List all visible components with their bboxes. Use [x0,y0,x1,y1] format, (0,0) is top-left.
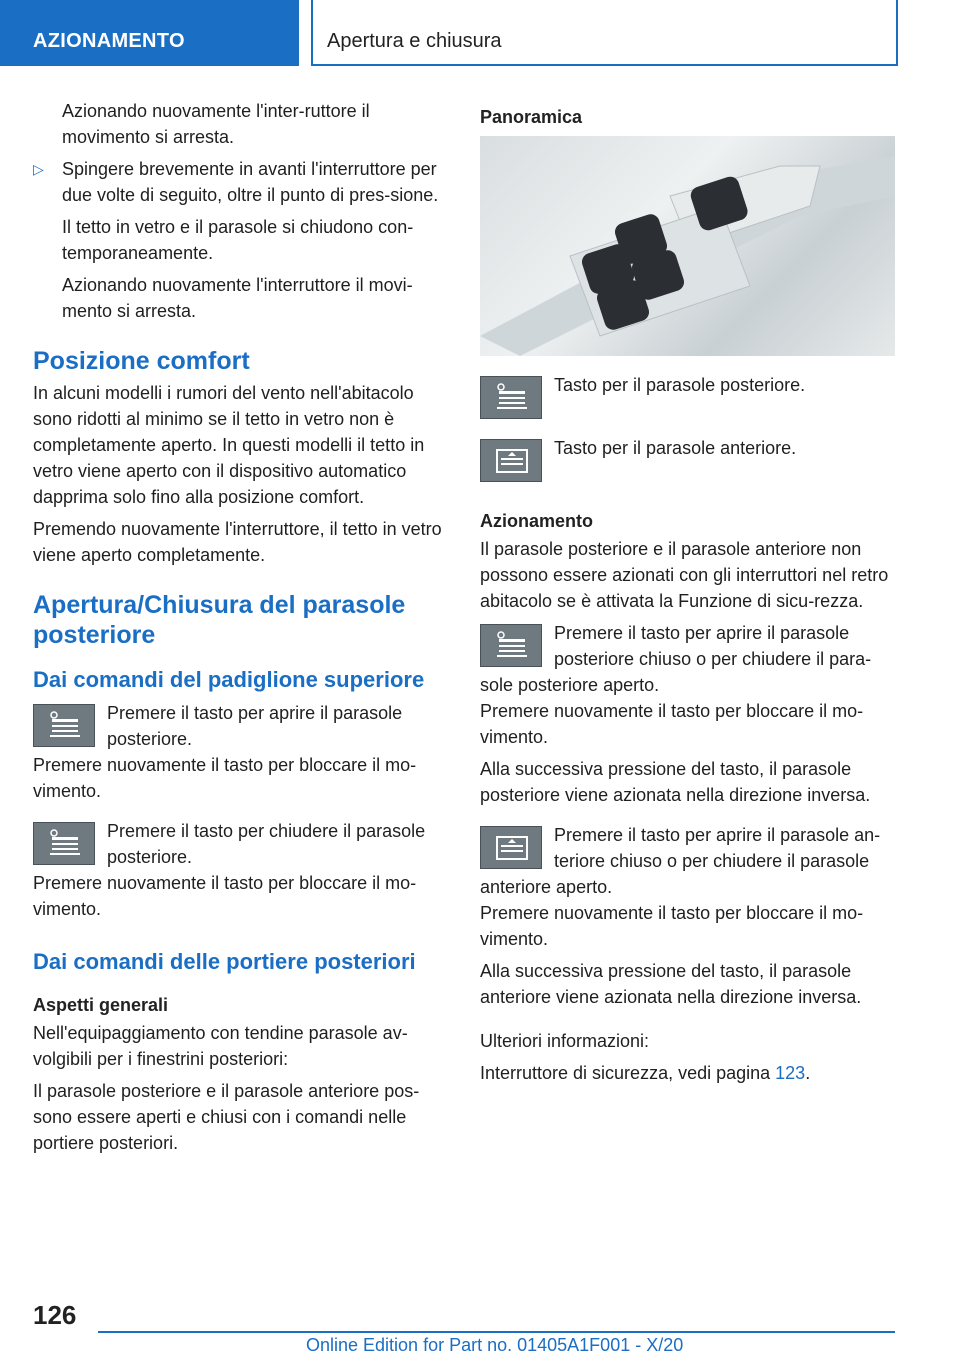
key-instruction [33,818,447,870]
page-number: 126 [33,1300,77,1330]
legend-text: Tasto per il parasole posteriore. [554,375,806,395]
header-chapter-tab [311,0,898,66]
rear-sunblind-key-icon [480,624,542,667]
paragraph: Nell'equipaggiamento con tendine parasole av-volgibili per i finestrini posteriori: [33,1023,408,1069]
header-chapter-label: Apertura e chiusura [327,30,502,52]
front-sunblind-key-icon [480,439,542,482]
paragraph: Alla successiva pressione del tasto, il parasole anteriore viene azionata nella direzione inversa. [480,961,862,1007]
key-instruction [480,620,895,698]
key-text: Premere il tasto per aprire il parasole posteriore. [107,703,403,749]
paragraph: Azionando nuovamente l'inter-ruttore il movimento si arresta. [62,101,370,147]
heading-apertura-chiusura: Apertura/Chiusura del parasole posteriore [33,591,406,649]
key-text: Premere il tasto per chiudere il parasole posteriore. [107,821,426,867]
header-section-tab [0,0,299,66]
heading-azionamento: Azionamento [480,511,594,531]
paragraph: In alcuni modelli i rumori del vento nell'abitacolo sono ridotti al minimo se il tetto in vetro non è completamente aperto. In questi modelli il tetto in vetro viene aperto con il dispositivo automatico dapprima solo fino alla posizione comfort. [33,383,425,507]
key-text: Premere il tasto per aprire il parasole posteriore chiuso o per chiudere il para-sole posteriore aperto. [480,623,872,695]
triangle-right-icon: ▷ [33,161,44,177]
paragraph: Premere nuovamente il tasto per bloccare il mo-vimento. [480,701,864,747]
paragraph: Il tetto in vetro e il parasole si chiudono con-temporaneamente. [62,217,414,263]
rear-sunblind-key-icon [33,822,95,865]
header-section-label: AZIONAMENTO [33,30,185,52]
paragraph: Ulteriori informazioni: [480,1031,650,1051]
paragraph: Alla successiva pressione del tasto, il parasole posteriore viene azionata nella direzione inversa. [480,759,871,805]
paragraph: Premendo nuovamente l'interruttore, il tetto in vetro viene aperto completamente. [33,519,442,565]
heading-posizione-comfort: Posizione comfort [33,347,250,375]
reference-end: . [805,1063,811,1083]
paragraph: Il parasole posteriore e il parasole anteriore non possono essere azionati con gli interruttori nel retro abitacolo se è attivata la Funzione di sicu-rezza. [480,539,889,611]
bullet-item [33,156,447,208]
front-sunblind-key-icon [480,826,542,869]
reference-text: Interruttore di sicurezza, vedi pagina [480,1063,776,1083]
rear-sunblind-key-icon [480,376,542,419]
key-text: Premere il tasto per aprire il parasole an-teriore chiuso o per chiudere il parasole anteriore aperto. [480,825,881,897]
cross-reference [480,1060,895,1086]
heading-padiglione: Dai comandi del padiglione superiore [33,667,425,692]
paragraph: Premere nuovamente il tasto per bloccare il mo-vimento. [480,903,864,949]
legend-item [480,435,895,486]
rear-sunblind-key-icon [33,704,95,747]
key-instruction [480,822,895,900]
bullet-text: Spingere brevemente in avanti l'interruttore per due volte di seguito, oltre il punto di pres-sione. [62,159,439,205]
left-column [33,98,447,1162]
footer-divider [98,1331,895,1333]
heading-panoramica: Panoramica [480,107,583,127]
paragraph: Premere nuovamente il tasto per bloccare il mo-vimento. [33,873,417,919]
right-column [480,98,895,1092]
paragraph: Il parasole posteriore e il parasole anteriore pos-sono essere aperti e chiusi con i comandi nelle portiere posteriori. [33,1081,420,1153]
legend-item [480,372,895,423]
paragraph: Azionando nuovamente l'interruttore il movi-mento si arresta. [62,275,413,321]
paragraph: Premere nuovamente il tasto per bloccare il mo-vimento. [33,755,417,801]
heading-aspetti: Aspetti generali [33,995,169,1015]
heading-portiere: Dai comandi delle portiere posteriori [33,949,416,974]
door-switch-photo [480,136,895,356]
legend-text: Tasto per il parasole anteriore. [554,438,797,458]
page-link[interactable]: 123 [775,1063,806,1083]
footer-edition: Online Edition for Part no. 01405A1F001 - X/20 [306,1335,684,1355]
key-instruction [33,700,447,752]
